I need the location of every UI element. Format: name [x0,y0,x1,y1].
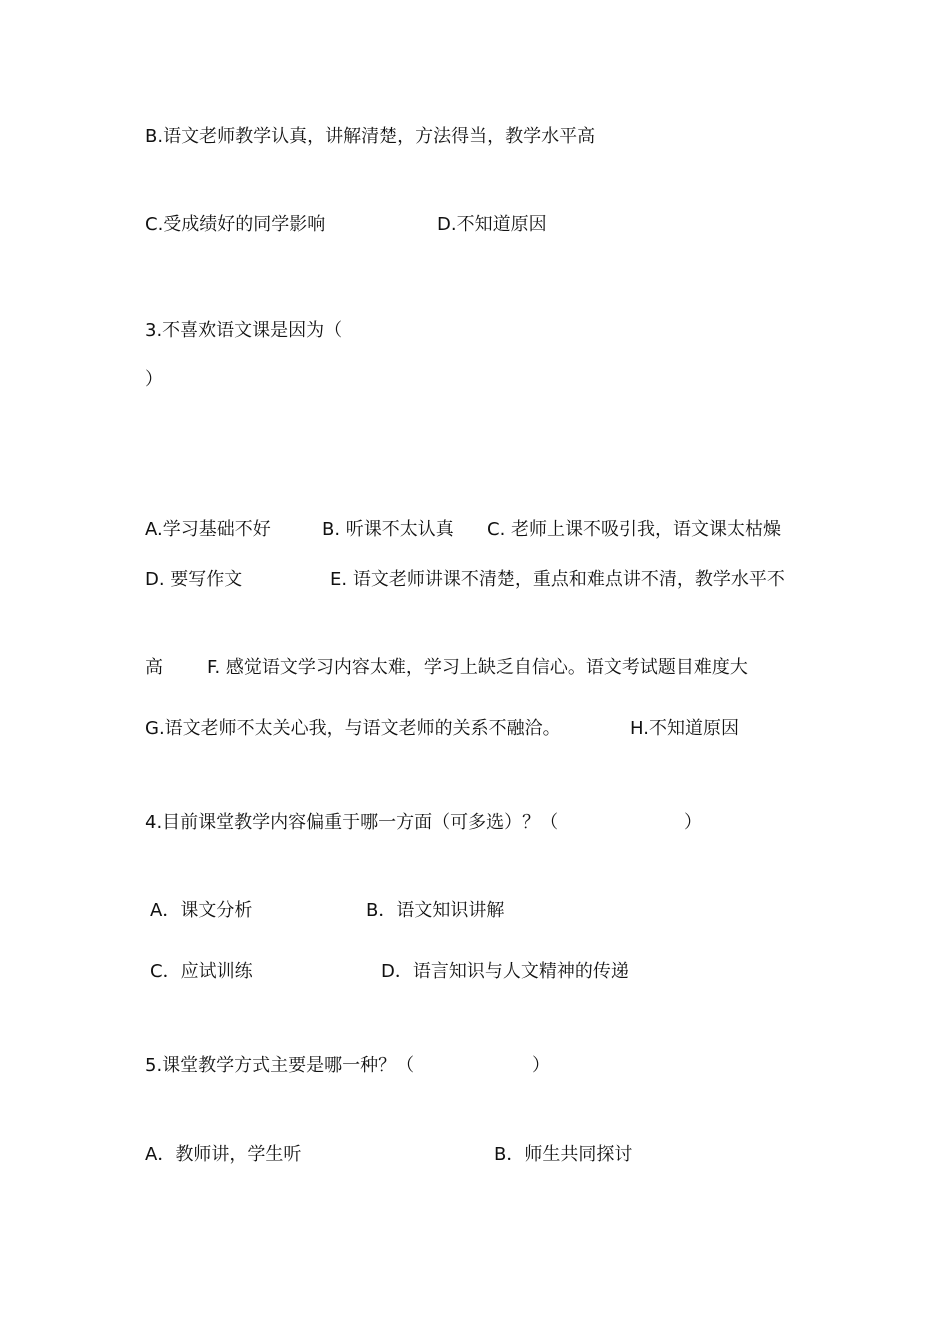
q4-option-d: D．语言知识与人文精神的传递 [381,961,629,982]
q3-option-h: H.不知道原因 [630,718,739,739]
q3-option-d: D. 要写作文 [145,569,243,590]
q4-question: 4.目前课堂教学内容偏重于哪一方面（可多选）？（ [145,812,559,833]
q3-option-c: C. 老师上课不吸引我，语文课太枯燥 [487,519,782,540]
q2-option-d: D.不知道原因 [437,214,547,235]
q5-option-a: A．教师讲，学生听 [145,1144,302,1165]
q4-option-c: C．应试训练 [150,961,253,982]
q2-option-c: C.受成绩好的同学影响 [145,214,326,235]
q3-option-b: B. 听课不太认真 [322,519,454,540]
q3-option-g: G.语文老师不太关心我，与语文老师的关系不融洽。 [145,718,561,739]
q3-option-f: F. 感觉语文学习内容太难，学习上缺乏自信心。语文考试题目难度大 [207,657,748,678]
q3-option-a: A.学习基础不好 [145,519,271,540]
q3-option-e: E. 语文老师讲课不清楚，重点和难点讲不清，教学水平不 [330,569,785,590]
q2-option-b: B.语文老师教学认真，讲解清楚，方法得当，教学水平高 [145,126,596,147]
q5-option-b: B．师生共同探讨 [494,1144,633,1165]
q3-option-e-continued: 高 [145,657,163,678]
q4-option-b: B．语文知识讲解 [366,900,505,921]
q4-option-a: A．课文分析 [150,900,253,921]
q5-question: 5.课堂教学方式主要是哪一种？（ [145,1055,415,1076]
q4-paren-close: ） [684,812,702,833]
q5-paren-close: ） [532,1055,550,1076]
q3-question: 3.不喜欢语文课是因为（ [145,320,343,341]
q3-paren-close: ） [145,369,163,390]
